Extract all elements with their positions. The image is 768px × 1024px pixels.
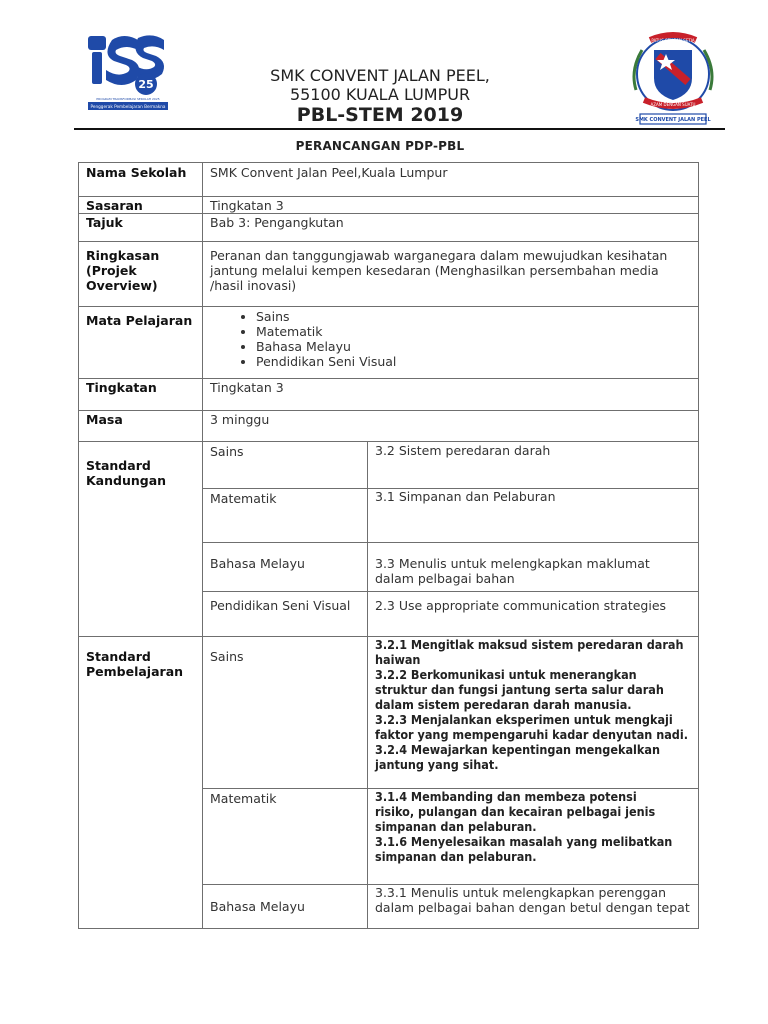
table-row	[79, 197, 699, 214]
anniversary-number: 25	[138, 78, 154, 91]
subject-list-cell	[203, 307, 699, 379]
row-label-ringkasan: Ringkasan (Projek Overview)	[79, 242, 203, 307]
sk-subject: Bahasa Melayu	[203, 543, 368, 592]
school-address-line: 55100 KUALA LUMPUR	[289, 85, 471, 104]
outcome-line: 3.2.4 Mewajarkan kepentingan mengekalkan jantung yang sihat.	[375, 742, 660, 772]
header-divider	[74, 128, 725, 130]
list-item: • Matematik	[256, 324, 691, 339]
standard-pembelajaran-label: Standard Pembelajaran	[79, 637, 203, 929]
outcome-line: 3.1.6 Menyelesaikan masalah yang melibatkan simpanan dan pelaburan.	[375, 834, 673, 864]
table-row	[79, 442, 699, 489]
crest-banner: SMK CONVENT JALAN PEEL	[635, 117, 711, 123]
table-row	[79, 163, 699, 197]
outcome-line: 3.1.4 Membanding dan membeza potensi risiko, pulangan dan kecairan pelbagai jenis simpanan dan pelaburan.	[375, 789, 656, 834]
row-label-sasaran: Sasaran	[79, 197, 203, 214]
table-row	[79, 307, 699, 379]
row-value-sasaran: Tingkatan 3	[203, 197, 699, 214]
sp-subject: Bahasa Melayu	[203, 885, 368, 929]
transformasi-sekolah-logo	[84, 30, 172, 112]
school-crest-icon	[630, 30, 716, 128]
sk-text-highlight: 2.3 Use appropriate communication strategies	[368, 592, 699, 637]
row-value-ringkasan: Peranan dan tanggungjawab warganegara dalam mewujudkan kesihatan jantung melalui kempen kesedaran (Menghasilkan persembahan media /hasil inovasi)	[203, 242, 699, 307]
sk-subject-highlight: Pendidikan Seni Visual	[203, 592, 368, 637]
sp-subject: Matematik	[203, 789, 368, 885]
planning-table	[78, 162, 699, 929]
subject-list	[210, 309, 691, 369]
sk-text: 3.3 Menulis untuk melengkapkan maklumat dalam pelbagai bahan	[368, 543, 699, 592]
outcome-line: 3.3.1 Menulis untuk melengkapkan perenggan dalam pelbagai bahan dengan betul dengan tepat	[375, 885, 690, 915]
row-label-masa: Masa	[79, 411, 203, 442]
sk-text: 3.1 Simpanan dan Pelaburan	[368, 489, 699, 543]
logo-caption: Penggerak Pembelajaran Bermakna	[90, 104, 166, 109]
table-row	[79, 379, 699, 411]
row-label-tingkatan: Tingkatan	[79, 379, 203, 411]
sp-outcomes	[368, 885, 699, 929]
sp-outcomes	[368, 789, 699, 885]
row-value-nama-sekolah: SMK Convent Jalan Peel,Kuala Lumpur	[203, 163, 699, 197]
row-value-tajuk: Bab 3: Pengangkutan	[203, 214, 699, 242]
school-name-line: SMK CONVENT JALAN PEEL,	[270, 66, 490, 85]
sk-subject: Sains	[203, 442, 368, 489]
list-item: • Sains	[256, 309, 691, 324]
outcome-line: 3.2.3 Menjalankan eksperimen untuk mengkaji faktor yang mempengaruhi kadar denyutan nadi.	[375, 712, 688, 742]
page-title: PBL-STEM 2019	[296, 104, 464, 126]
sp-outcomes	[368, 637, 699, 789]
sp-subject: Sains	[203, 637, 368, 789]
sk-subject: Matematik	[203, 489, 368, 543]
table-row	[79, 637, 699, 789]
table-row	[79, 411, 699, 442]
sk-text: 3.2 Sistem peredaran darah	[368, 442, 699, 489]
row-value-masa: 3 minggu	[203, 411, 699, 442]
table-row	[79, 214, 699, 242]
list-item: • Pendidikan Seni Visual	[256, 354, 691, 369]
table-row	[79, 242, 699, 307]
list-item: • Bahasa Melayu	[256, 339, 691, 354]
row-label-tajuk: Tajuk	[79, 214, 203, 242]
outcome-line: 3.2.1 Mengitlak maksud sistem peredaran darah haiwan	[375, 637, 684, 667]
row-label-nama-sekolah: Nama Sekolah	[79, 163, 203, 197]
crest-motto-bottom: AZAM DENGAN SUATU	[650, 102, 696, 107]
crest-motto-top: PATUS SENGAN SETIA	[651, 38, 695, 43]
outcome-line: 3.2.2 Berkomunikasi untuk menerangkan struktur dan fungsi jantung serta salur darah dalam sistem peredaran darah manusia.	[375, 667, 664, 712]
svg-text:PROGRAM TRANSFORMASI SEKOLAH 2: PROGRAM TRANSFORMASI SEKOLAH 2025	[96, 97, 160, 101]
document-subtitle: PERANCANGAN PDP-PBL	[295, 139, 465, 153]
standard-kandungan-label: Standard Kandungan	[79, 442, 203, 637]
row-label-mata-pelajaran: Mata Pelajaran	[79, 307, 203, 379]
row-value-tingkatan: Tingkatan 3	[203, 379, 699, 411]
